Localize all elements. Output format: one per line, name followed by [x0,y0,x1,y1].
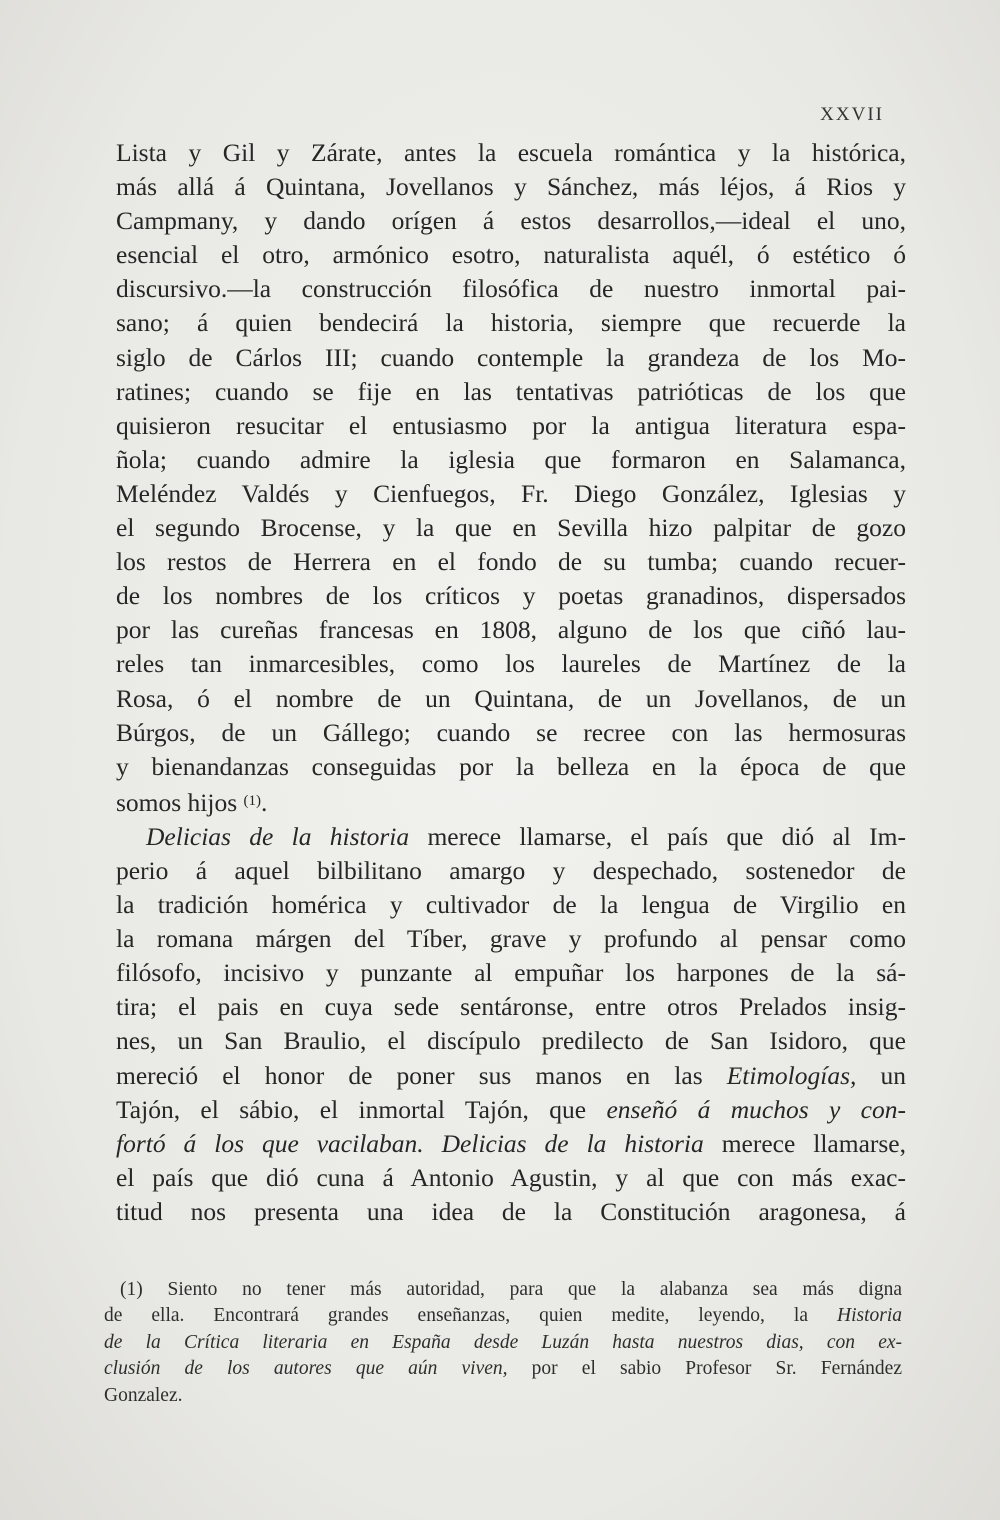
paragraph-1-line: discursivo.—la construcción filosófica de nuestro inmortal pai- [116,274,906,304]
text-run: de ella. Encontrará grandes enseñanzas, quien medite, leyendo, la [104,1305,837,1327]
paragraph-1-line: ratines; cuando se fije en las tentativas patrióticas de los que [116,376,906,406]
paragraph-1-last-text: somos hijos [116,787,238,817]
paragraph-2-line: nes, un San Braulio, el discípulo predilecto de San Isidoro, que [116,1026,906,1056]
footnote-line: Gonzalez. [104,1384,183,1406]
paragraph-2-line: el país que dió cuna á Antonio Agustin, y al que con más exac- [116,1162,906,1192]
footnote [104,1277,902,1409]
footnote-line [104,1356,902,1382]
footnote-line: (1) Siento no tener más autoridad, para que la alabanza sea más digna [120,1279,902,1300]
paragraph-1-line: Campmany, y dando orígen á estos desarrollos,—ideal el uno, [116,206,906,236]
paragraph-1-line: Rosa, ó el nombre de un Quintana, de un Jovellanos, de un [116,683,906,713]
italic-phrase: clusión de los autores que aún viven, [104,1358,508,1380]
paragraph-1-line: el segundo Brocense, y la que en Sevilla hizo palpitar de gozo [116,513,906,543]
text-run: un [856,1060,906,1090]
paragraph-2-line [116,1127,906,1161]
paragraph-1-last-line: somos hijos $^{(1)}$. [116,787,268,817]
paragraph-2-line: la tradición homérica y cultivador de la lengua de Virgilio en [116,890,906,920]
paragraph-1-line: esencial el otro, armónico esotro, naturalista aquél, ó estético ó [116,240,906,270]
paragraph-1-line: más allá á Quintana, Jovellanos y Sánchez, más léjos, á Rios y [116,172,906,202]
text-run: merece llamarse, [703,1128,906,1158]
paragraph-2-line: filósofo, incisivo y punzante al empuñar los harpones de la sá- [116,958,906,988]
paragraph-1-line: Meléndez Valdés y Cienfuegos, Fr. Diego González, Iglesias y [116,478,906,508]
paragraph-1 [116,136,906,784]
paragraph-1-line: siglo de Cárlos III; cuando contemple la grandeza de los Mo- [116,342,906,372]
paragraph-2-line: titud nos presenta una idea de la Constitución aragonesa, á [116,1196,906,1226]
paragraph-1-line: y bienandanzas conseguidas por la belleza en la época de que [116,751,906,781]
italic-phrase: Delicias de la historia [146,821,410,851]
text-run: por el sabio Profesor Sr. Fernández [507,1358,902,1380]
paragraph-1-line: quisieron resucitar el entusiasmo por la antigua literatura espa- [116,410,906,440]
paragraph-2-line: perio á aquel bilbilitano amargo y despechado, sostenedor de [116,855,906,885]
paragraph-1-line: reles tan inmarcesibles, como los laureles de Martínez de la [116,649,906,679]
paragraph-1-line: por las cureñas francesas en 1808, alguno de los que ciñó lau- [116,615,906,645]
paragraph-2-line [116,1059,906,1093]
italic-phrase: Historia [836,1305,902,1327]
italic-phrase: fortó á los que vacilaban. Delicias de la historia [116,1128,704,1158]
paragraph-2-line: tira; el pais en cuya sede sentáronse, entre otros Prelados insig- [116,992,906,1022]
paragraph-2-line [116,1093,906,1127]
page-number: XXVII [820,104,884,125]
paragraph-1-line: sano; á quien bendecirá la historia, siempre que recuerde la [116,308,906,338]
text-run: merece llamarse, el país que dió al Im- [409,821,907,851]
text-run: mereció el honor de poner sus manos en las [116,1060,727,1090]
footnote-reference: (1) [243,792,262,809]
paragraph-1-line: Lista y Gil y Zárate, antes la escuela romántica y la histórica, [116,138,906,167]
paragraph-1-line: Búrgos, de un Gállego; cuando se recree con las hermosuras [116,717,906,747]
paragraph-1-line: ñola; cuando admire la iglesia que formaron en Salamanca, [116,444,906,474]
main-text [116,136,906,1229]
italic-phrase: Etimologías, [726,1060,857,1090]
paragraph-2-line: la romana márgen del Tíber, grave y profundo al pensar como [116,924,906,954]
footnote-line [104,1330,902,1356]
paragraph-1-line: los restos de Herrera en el fondo de su tumba; cuando recuer- [116,547,906,577]
paragraph-2 [116,820,906,1229]
footnote-line [104,1303,902,1329]
paragraph-2-line [116,820,906,854]
text-run: Tajón, el sábio, el inmortal Tajón, que [116,1094,607,1124]
paragraph-1-line: de los nombres de los críticos y poetas granadinos, dispersados [116,581,906,611]
italic-phrase: de la Crítica literaria en España desde Luzán hasta nuestros dias, con ex- [104,1331,902,1353]
italic-phrase: enseñó á muchos y con- [606,1094,906,1124]
